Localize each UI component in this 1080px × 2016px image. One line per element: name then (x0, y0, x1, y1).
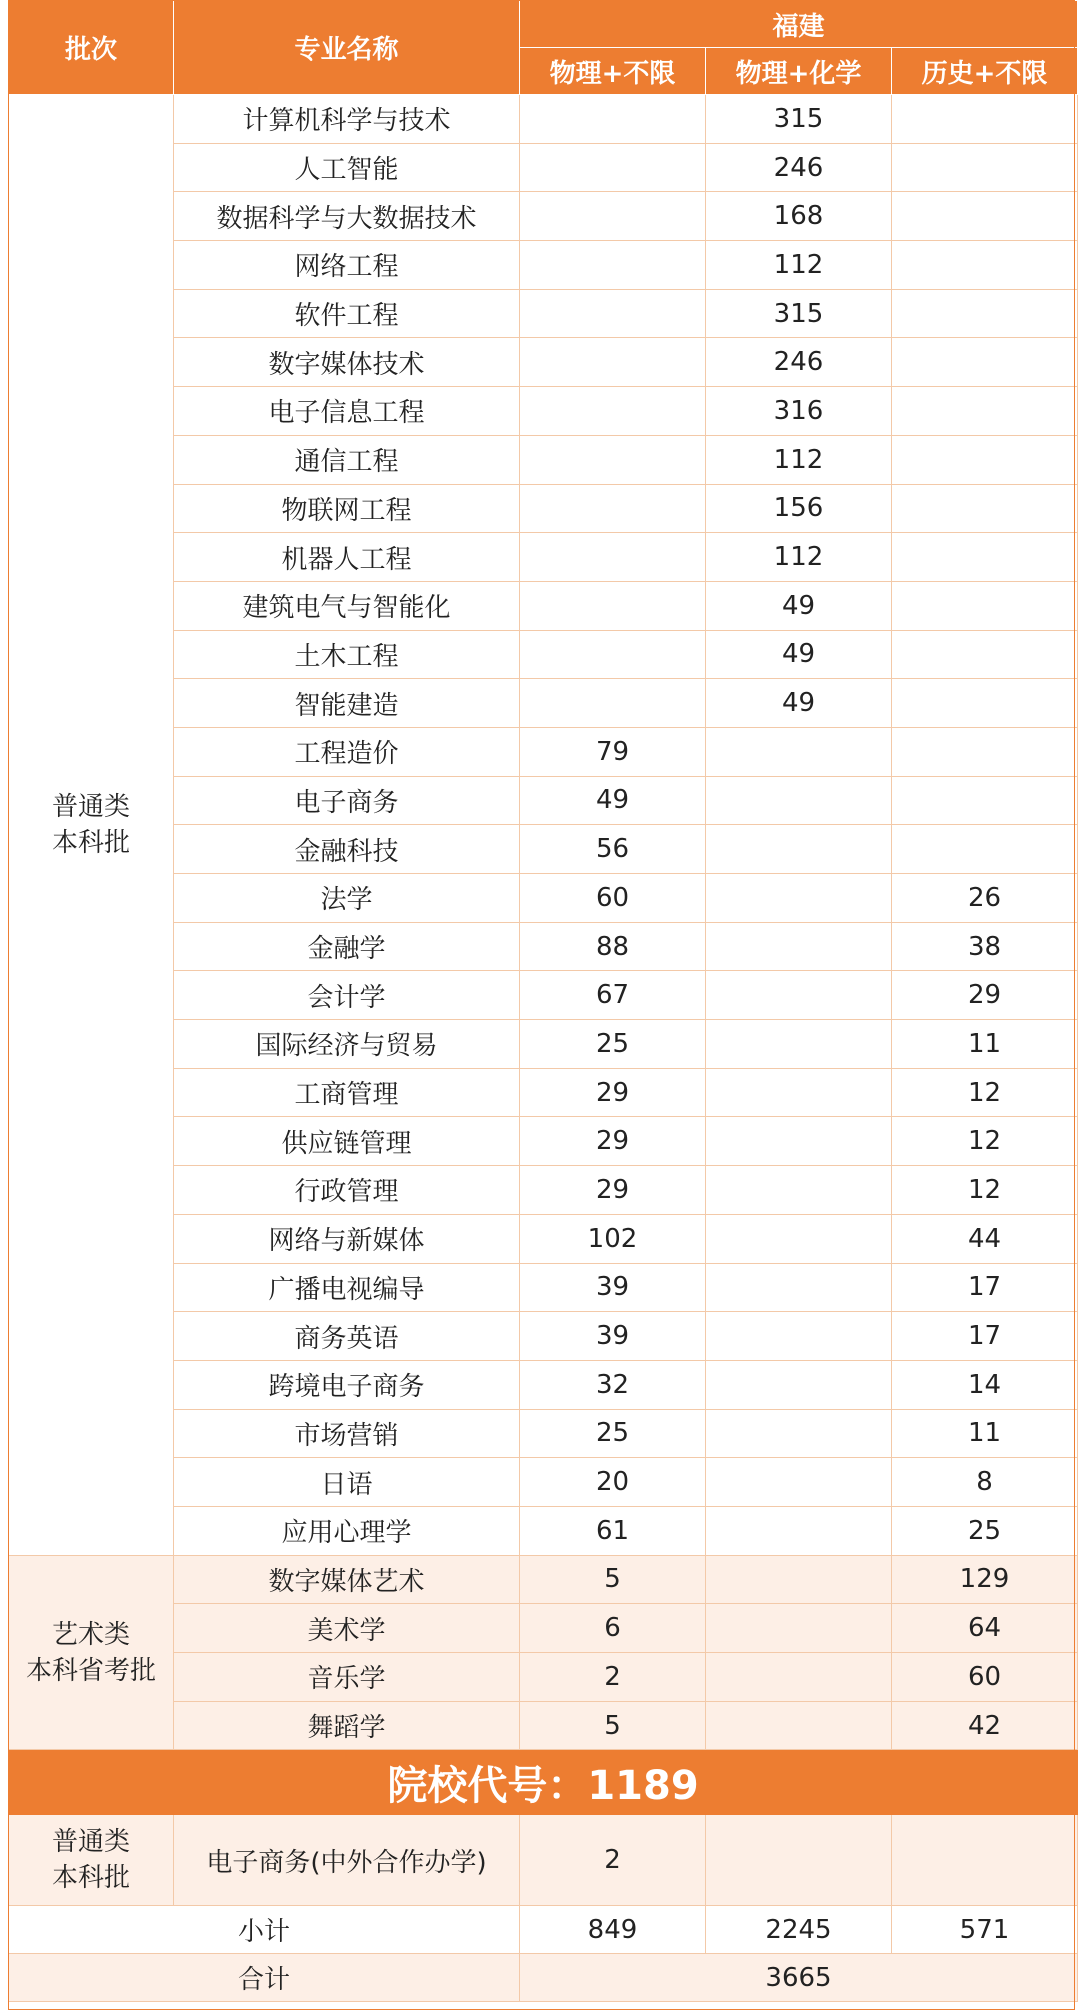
quota-cell-a: 39 (520, 1263, 706, 1312)
major-name-cell: 金融科技 (174, 825, 520, 874)
quota-cell-a (520, 241, 706, 290)
major-name-cell: 供应链管理 (174, 1117, 520, 1166)
quota-cell-c (892, 143, 1078, 192)
quota-cell-a (520, 143, 706, 192)
major-name-cell: 数据科学与大数据技术 (174, 192, 520, 241)
quota-cell-b (706, 776, 892, 825)
quota-cell-c: 29 (892, 971, 1078, 1020)
quota-cell-b (706, 1701, 892, 1750)
major-name-cell: 工商管理 (174, 1068, 520, 1117)
quota-cell-c: 64 (892, 1604, 1078, 1653)
major-name-cell: 电子商务(中外合作办学) (174, 1815, 520, 1906)
subtotal-cell-c: 571 (892, 1906, 1078, 1954)
quota-cell-b (706, 1166, 892, 1215)
quota-cell-b: 49 (706, 679, 892, 728)
table-row (9, 95, 1078, 144)
quota-cell-b (706, 1214, 892, 1263)
quota-cell-a: 67 (520, 971, 706, 1020)
subtotal-cell-b: 2245 (706, 1906, 892, 1954)
quota-cell-c: 44 (892, 1214, 1078, 1263)
batch-label-line: 本科批 (51, 1863, 130, 1894)
quota-cell-c: 12 (892, 1068, 1078, 1117)
quota-cell-b (706, 1409, 892, 1458)
quota-cell-c: 26 (892, 874, 1078, 923)
coop-row (9, 1815, 1078, 1906)
major-name-cell: 法学 (174, 874, 520, 923)
major-name-cell: 会计学 (174, 971, 520, 1020)
school-code-banner: 院校代号：1189 (9, 1750, 1078, 1815)
major-name-cell: 工程造价 (174, 727, 520, 776)
quota-cell-b: 246 (706, 143, 892, 192)
subtotal-cell-a: 849 (520, 1906, 706, 1954)
quota-cell-c (892, 387, 1078, 436)
quota-cell-b: 112 (706, 435, 892, 484)
enrollment-plan-table (8, 0, 1078, 2002)
major-name-cell: 应用心理学 (174, 1506, 520, 1555)
major-name-cell: 土木工程 (174, 630, 520, 679)
batch-cell (9, 1815, 174, 1906)
quota-cell-a: 5 (520, 1701, 706, 1750)
major-name-cell: 网络与新媒体 (174, 1214, 520, 1263)
quota-cell-c (892, 289, 1078, 338)
batch-cell (9, 1555, 174, 1750)
school-code-row (9, 1750, 1078, 1815)
major-name-cell: 市场营销 (174, 1409, 520, 1458)
quota-cell-b: 315 (706, 95, 892, 144)
quota-cell-b (706, 1117, 892, 1166)
quota-cell-a (520, 581, 706, 630)
quota-cell-a: 25 (520, 1409, 706, 1458)
batch-label-line: 普通类 (51, 1827, 130, 1858)
quota-cell-c: 12 (892, 1166, 1078, 1215)
header-history-any: 历史+不限 (892, 48, 1078, 95)
major-name-cell: 国际经济与贸易 (174, 1020, 520, 1069)
quota-cell-b (706, 1604, 892, 1653)
quota-cell-c: 60 (892, 1653, 1078, 1702)
total-value: 3665 (520, 1954, 1078, 2002)
quota-cell-a (520, 192, 706, 241)
quota-cell-c: 17 (892, 1312, 1078, 1361)
quota-cell-b (706, 971, 892, 1020)
quota-cell-a: 32 (520, 1360, 706, 1409)
major-name-cell: 通信工程 (174, 435, 520, 484)
quota-cell-a: 60 (520, 874, 706, 923)
quota-cell-b (706, 1815, 892, 1906)
major-name-cell: 软件工程 (174, 289, 520, 338)
quota-cell-b: 49 (706, 630, 892, 679)
quota-cell-b (706, 1506, 892, 1555)
quota-cell-b: 112 (706, 533, 892, 582)
quota-cell-b: 112 (706, 241, 892, 290)
header-row-1 (9, 1, 1078, 48)
quota-cell-a: 2 (520, 1815, 706, 1906)
header-province: 福建 (520, 1, 1078, 48)
quota-cell-b (706, 727, 892, 776)
batch-label-line: 艺术类 (51, 1619, 130, 1650)
quota-cell-c: 11 (892, 1409, 1078, 1458)
major-name-cell: 建筑电气与智能化 (174, 581, 520, 630)
header-major: 专业名称 (174, 1, 520, 95)
major-name-cell: 网络工程 (174, 241, 520, 290)
table-body (9, 95, 1078, 2002)
major-name-cell: 商务英语 (174, 1312, 520, 1361)
quota-cell-c (892, 727, 1078, 776)
quota-cell-b: 168 (706, 192, 892, 241)
major-name-cell: 智能建造 (174, 679, 520, 728)
quota-cell-c (892, 95, 1078, 144)
quota-cell-a (520, 435, 706, 484)
quota-cell-b: 49 (706, 581, 892, 630)
quota-cell-a (520, 533, 706, 582)
quota-cell-c: 25 (892, 1506, 1078, 1555)
quota-cell-c: 129 (892, 1555, 1078, 1604)
total-label: 合计 (9, 1954, 520, 2002)
major-name-cell: 电子商务 (174, 776, 520, 825)
quota-cell-a (520, 338, 706, 387)
major-name-cell: 数字媒体艺术 (174, 1555, 520, 1604)
quota-cell-a: 29 (520, 1068, 706, 1117)
quota-cell-c: 42 (892, 1701, 1078, 1750)
quota-cell-a (520, 679, 706, 728)
total-row (9, 1954, 1078, 2002)
enrollment-plan-table-wrapper (8, 0, 1077, 2002)
quota-cell-c (892, 581, 1078, 630)
quota-cell-a (520, 387, 706, 436)
quota-cell-b (706, 1360, 892, 1409)
quota-cell-c: 8 (892, 1458, 1078, 1507)
quota-cell-a: 25 (520, 1020, 706, 1069)
batch-label-line: 本科省考批 (25, 1655, 156, 1686)
subtotal-label: 小计 (9, 1906, 520, 1954)
quota-cell-b (706, 1020, 892, 1069)
quota-cell-c: 11 (892, 1020, 1078, 1069)
major-name-cell: 物联网工程 (174, 484, 520, 533)
major-name-cell: 舞蹈学 (174, 1701, 520, 1750)
quota-cell-a: 39 (520, 1312, 706, 1361)
quota-cell-b (706, 1312, 892, 1361)
major-name-cell: 机器人工程 (174, 533, 520, 582)
quota-cell-b: 315 (706, 289, 892, 338)
quota-cell-c (892, 630, 1078, 679)
table-row (9, 1555, 1078, 1604)
quota-cell-c: 12 (892, 1117, 1078, 1166)
quota-cell-b (706, 874, 892, 923)
quota-cell-a (520, 289, 706, 338)
quota-cell-c: 14 (892, 1360, 1078, 1409)
quota-cell-c: 38 (892, 922, 1078, 971)
quota-cell-a: 49 (520, 776, 706, 825)
quota-cell-c (892, 679, 1078, 728)
quota-cell-b (706, 1555, 892, 1604)
quota-cell-a: 6 (520, 1604, 706, 1653)
quota-cell-c (892, 776, 1078, 825)
quota-cell-a: 88 (520, 922, 706, 971)
batch-cell (9, 95, 174, 1556)
batch-label-line: 本科批 (51, 827, 130, 858)
quota-cell-c (892, 241, 1078, 290)
quota-cell-b (706, 922, 892, 971)
quota-cell-b: 316 (706, 387, 892, 436)
header-physics-any: 物理+不限 (520, 48, 706, 95)
header-physics-chemistry: 物理+化学 (706, 48, 892, 95)
quota-cell-c (892, 1815, 1078, 1906)
quota-cell-b (706, 1068, 892, 1117)
quota-cell-c (892, 338, 1078, 387)
major-name-cell: 行政管理 (174, 1166, 520, 1215)
quota-cell-a (520, 95, 706, 144)
quota-cell-b (706, 1458, 892, 1507)
quota-cell-a: 5 (520, 1555, 706, 1604)
subtotal-row (9, 1906, 1078, 1954)
quota-cell-a (520, 484, 706, 533)
quota-cell-b: 246 (706, 338, 892, 387)
quota-cell-c (892, 533, 1078, 582)
quota-cell-b (706, 825, 892, 874)
quota-cell-c (892, 825, 1078, 874)
quota-cell-a: 2 (520, 1653, 706, 1702)
quota-cell-a (520, 630, 706, 679)
quota-cell-b (706, 1653, 892, 1702)
quota-cell-b: 156 (706, 484, 892, 533)
major-name-cell: 音乐学 (174, 1653, 520, 1702)
quota-cell-c (892, 484, 1078, 533)
major-name-cell: 电子信息工程 (174, 387, 520, 436)
quota-cell-c: 17 (892, 1263, 1078, 1312)
batch-label-line: 普通类 (51, 791, 130, 822)
quota-cell-a: 29 (520, 1117, 706, 1166)
quota-cell-a: 102 (520, 1214, 706, 1263)
major-name-cell: 美术学 (174, 1604, 520, 1653)
quota-cell-c (892, 435, 1078, 484)
major-name-cell: 金融学 (174, 922, 520, 971)
quota-cell-b (706, 1263, 892, 1312)
major-name-cell: 广播电视编导 (174, 1263, 520, 1312)
quota-cell-a: 56 (520, 825, 706, 874)
header-batch: 批次 (9, 1, 174, 95)
quota-cell-a: 79 (520, 727, 706, 776)
major-name-cell: 跨境电子商务 (174, 1360, 520, 1409)
major-name-cell: 日语 (174, 1458, 520, 1507)
quota-cell-a: 20 (520, 1458, 706, 1507)
major-name-cell: 计算机科学与技术 (174, 95, 520, 144)
major-name-cell: 数字媒体技术 (174, 338, 520, 387)
quota-cell-c (892, 192, 1078, 241)
quota-cell-a: 29 (520, 1166, 706, 1215)
major-name-cell: 人工智能 (174, 143, 520, 192)
quota-cell-a: 61 (520, 1506, 706, 1555)
